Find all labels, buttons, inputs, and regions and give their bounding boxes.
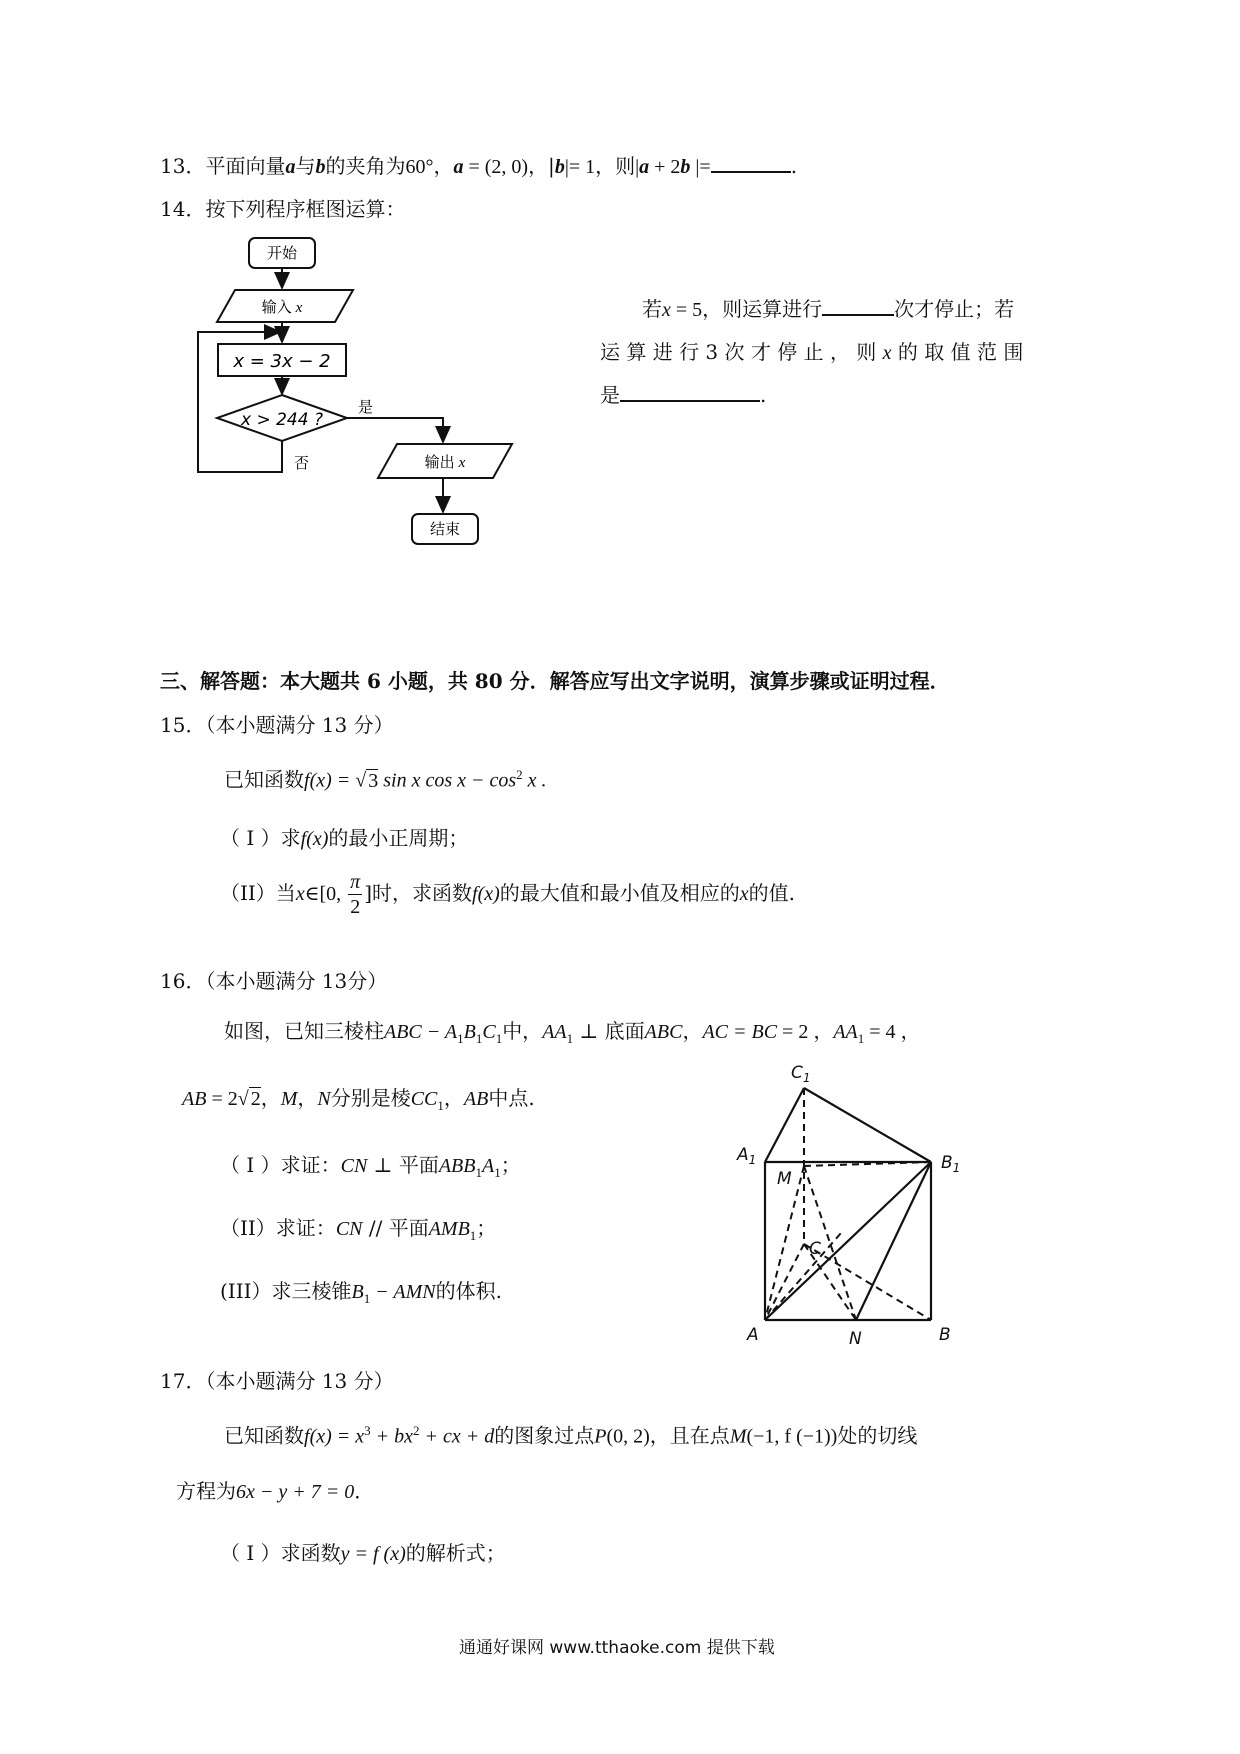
q14-text-line1: 若x = 5，则运算进行 次才停止；若 [642, 297, 1015, 321]
fraction: $\frac{\pi}{2}$ [350, 871, 361, 918]
flowchart [190, 232, 530, 562]
q17-line2: 方程为6x − y + 7 = 0． [176, 1479, 375, 1503]
q15-part2: （II）当x∈[0, $\frac{\pi}{2}$ ]时，求函数f(x)的最大值和最小值及相应的x的值. [220, 871, 796, 918]
condition-label: x > 244 ? [241, 410, 323, 430]
label-M: M [777, 1169, 792, 1189]
assign-label: x = 3x − 2 [233, 351, 331, 372]
answer-blank [711, 153, 791, 173]
q16-part2: （II）求证：CN // 平面$AMB_1$； [220, 1216, 497, 1243]
q15-given: 已知函数f(x) = √ 3 sin x $\cos x - \cos^2 x$ . [224, 767, 547, 792]
q16-line1: 如图，已知三棱柱ABC − $A_1B_1C_1$中，$AA_1$ ⊥ 底面ABC，AC = BC = 2 ，$AA_1 = 4$ ， [224, 1019, 921, 1046]
start-label: 开始 [266, 244, 298, 262]
answer-blank [822, 296, 894, 316]
prism-diagram [735, 1058, 975, 1348]
end-label: 结束 [429, 520, 461, 538]
label-B: B [939, 1325, 951, 1345]
q16-part1: （ I ）求证：CN ⊥ 平面$ABB_1A_1$； [220, 1153, 521, 1180]
answer-blank [620, 382, 760, 402]
q13-line: 13．平面向量a与b的夹角为60°，a = (2, 0)，|b|= 1，则|a + 2b |= . [160, 154, 798, 178]
q17-part1: （ I ）求函数y = f (x)的解析式； [220, 1541, 506, 1565]
output-label: 输出 x [424, 453, 466, 471]
input-label: 输入 x [261, 298, 303, 316]
label-N: N [849, 1329, 862, 1348]
q16-part3: (III）求三棱锥$B_1$ − AMN的体积. [220, 1279, 502, 1306]
q17-line1: 已知函数$f(x) = x^3 + bx^2$ + cx + d的图象过点P(0, 2)，且在点M(−1, f (−1))处的切线 [224, 1423, 918, 1448]
section-heading: 三、解答题：本大题共 6 小题，共 80 分．解答应写出文字说明，演算步骤或证明过程． [160, 669, 950, 693]
q14-text-line3: 是 . [600, 383, 767, 407]
no-label: 否 [294, 454, 310, 472]
q16-title: 16．（本小题满分 13分） [160, 969, 388, 993]
footer-text: 通通好课网 www.tthaoke.com 提供下载 [459, 1638, 775, 1658]
q15-title: 15．（本小题满分 13 分） [160, 713, 394, 737]
q14-text-line2: 运 算 进 行 3 次 才 停 止 ， 则 x 的 取 值 范 围 [600, 340, 1024, 364]
q14-title: 14．按下列程序框图运算： [160, 197, 406, 221]
label-A1: $A_1$ [737, 1145, 757, 1167]
yes-label: 是 [358, 398, 374, 416]
label-A: A [747, 1325, 759, 1345]
q15-part1: （ I ）求f(x)的最小正周期； [220, 826, 469, 850]
q17-title: 17．（本小题满分 13 分） [160, 1369, 394, 1393]
q16-line2: AB = 2√ 2，M，N分别是棱$CC_1$，AB中点. [182, 1086, 535, 1113]
label-C: C [809, 1239, 821, 1259]
label-B1: $B_1$ [941, 1153, 961, 1175]
label-C1: $C_1$ [791, 1063, 811, 1085]
